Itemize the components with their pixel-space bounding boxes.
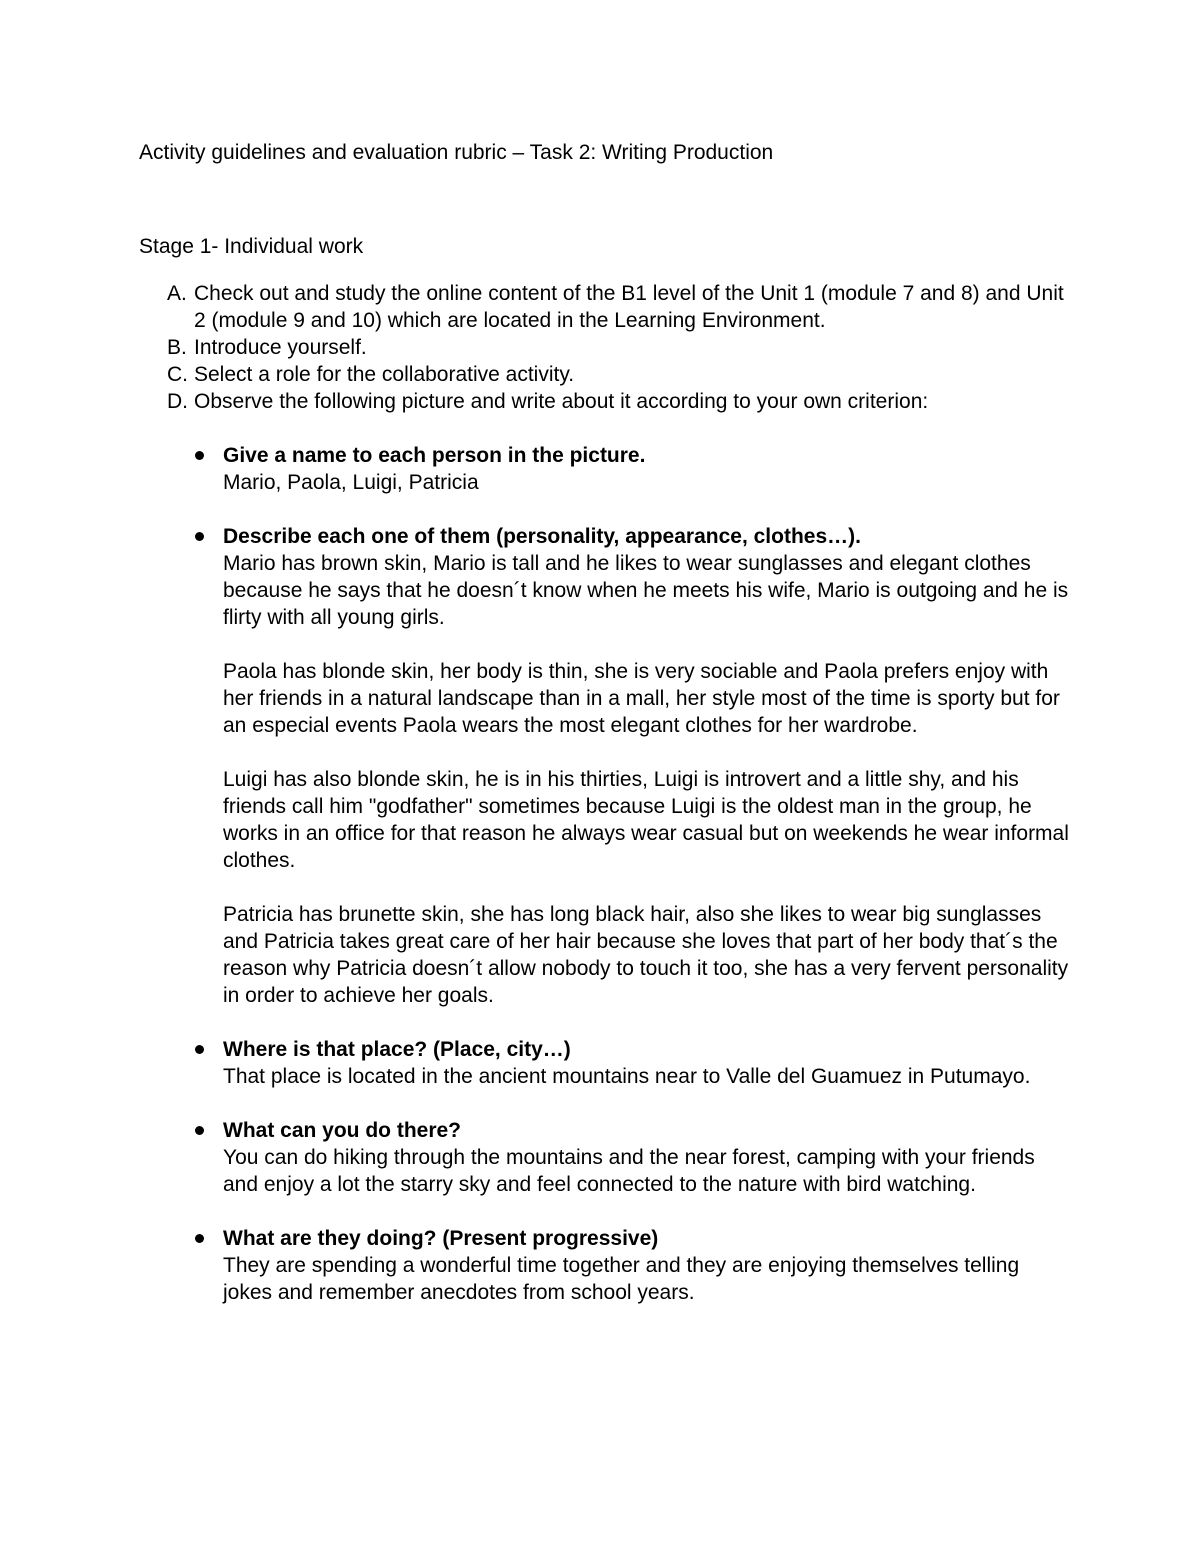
question-item [139,523,1069,1009]
bullet-icon [195,532,204,541]
bullet-icon [195,451,204,460]
answer-text: They are spending a wonderful time together and they are enjoying themselves telling jokes and remember anecdotes from school years. [223,1254,1020,1304]
lettered-item-text: Check out and study the online content of the B1 level of the Unit 1 (module 7 and 8) and Unit 2 (module 9 and 10) which are located in the Learning Environment. [194,282,1064,332]
bullet-icon [195,1234,204,1243]
lettered-item [139,388,1069,415]
question-text: What are they doing? (Present progressive) [223,1227,659,1250]
list-marker: C. [167,363,188,386]
answer-text: Patricia has brunette skin, she has long black hair, also she likes to wear big sunglasses and Patricia takes great care of her hair because she loves that part of her body that´s the reason why Patricia doesn´t allow nobody to touch it too, she has a very fervent personality in order to achieve her goals. [223,903,1069,1007]
list-marker: B. [167,336,187,359]
question-item [139,1036,1069,1090]
answer-text: Luigi has also blonde skin, he is in his thirties, Luigi is introvert and a little shy, and his friends call him "godfather" sometimes because Luigi is the oldest man in the group, he works in an office for that reason he always wear casual but on weekends he wear informal clothes. [223,768,1069,872]
answer-text: Mario, Paola, Luigi, Patricia [223,471,479,494]
answer-text: You can do hiking through the mountains and the near forest, camping with your friends and enjoy a lot the starry sky and feel connected to the nature with bird watching. [223,1146,1035,1196]
lettered-item [139,361,1069,388]
lettered-item [139,334,1069,361]
lettered-item-text: Introduce yourself. [194,336,367,359]
bullet-icon [195,1045,204,1054]
question-text: Where is that place? (Place, city…) [223,1038,571,1061]
document-title: Activity guidelines and evaluation rubric – Task 2: Writing Production [139,141,774,164]
question-text: Give a name to each person in the picture. [223,444,646,467]
list-marker: D. [167,390,188,413]
question-list [139,442,1069,1333]
answer-text: Mario has brown skin, Mario is tall and he likes to wear sunglasses and elegant clothes because he says that he doesn´t know when he meets his wife, Mario is outgoing and he is flirty with all young girls. [223,552,1069,629]
question-text: What can you do there? [223,1119,462,1142]
lettered-item-text: Observe the following picture and write about it according to your own criterion: [194,390,929,413]
stage-heading: Stage 1- Individual work [139,235,364,258]
question-item [139,442,1069,496]
question-text: Describe each one of them (personality, appearance, clothes…). [223,525,861,548]
lettered-item-text: Select a role for the collaborative activity. [194,363,575,386]
list-marker: A. [167,282,187,305]
lettered-item [139,280,1069,334]
question-item [139,1117,1069,1198]
question-item [139,1225,1069,1306]
bullet-icon [195,1126,204,1135]
answer-text: Paola has blonde skin, her body is thin, she is very sociable and Paola prefers enjoy with her friends in a natural landscape than in a mall, her style most of the time is sporty but for an especial events Paola wears the most elegant clothes for her wardrobe. [223,660,1060,737]
lettered-list [139,280,1069,415]
answer-text: That place is located in the ancient mountains near to Valle del Guamuez in Putumayo. [223,1065,1031,1088]
